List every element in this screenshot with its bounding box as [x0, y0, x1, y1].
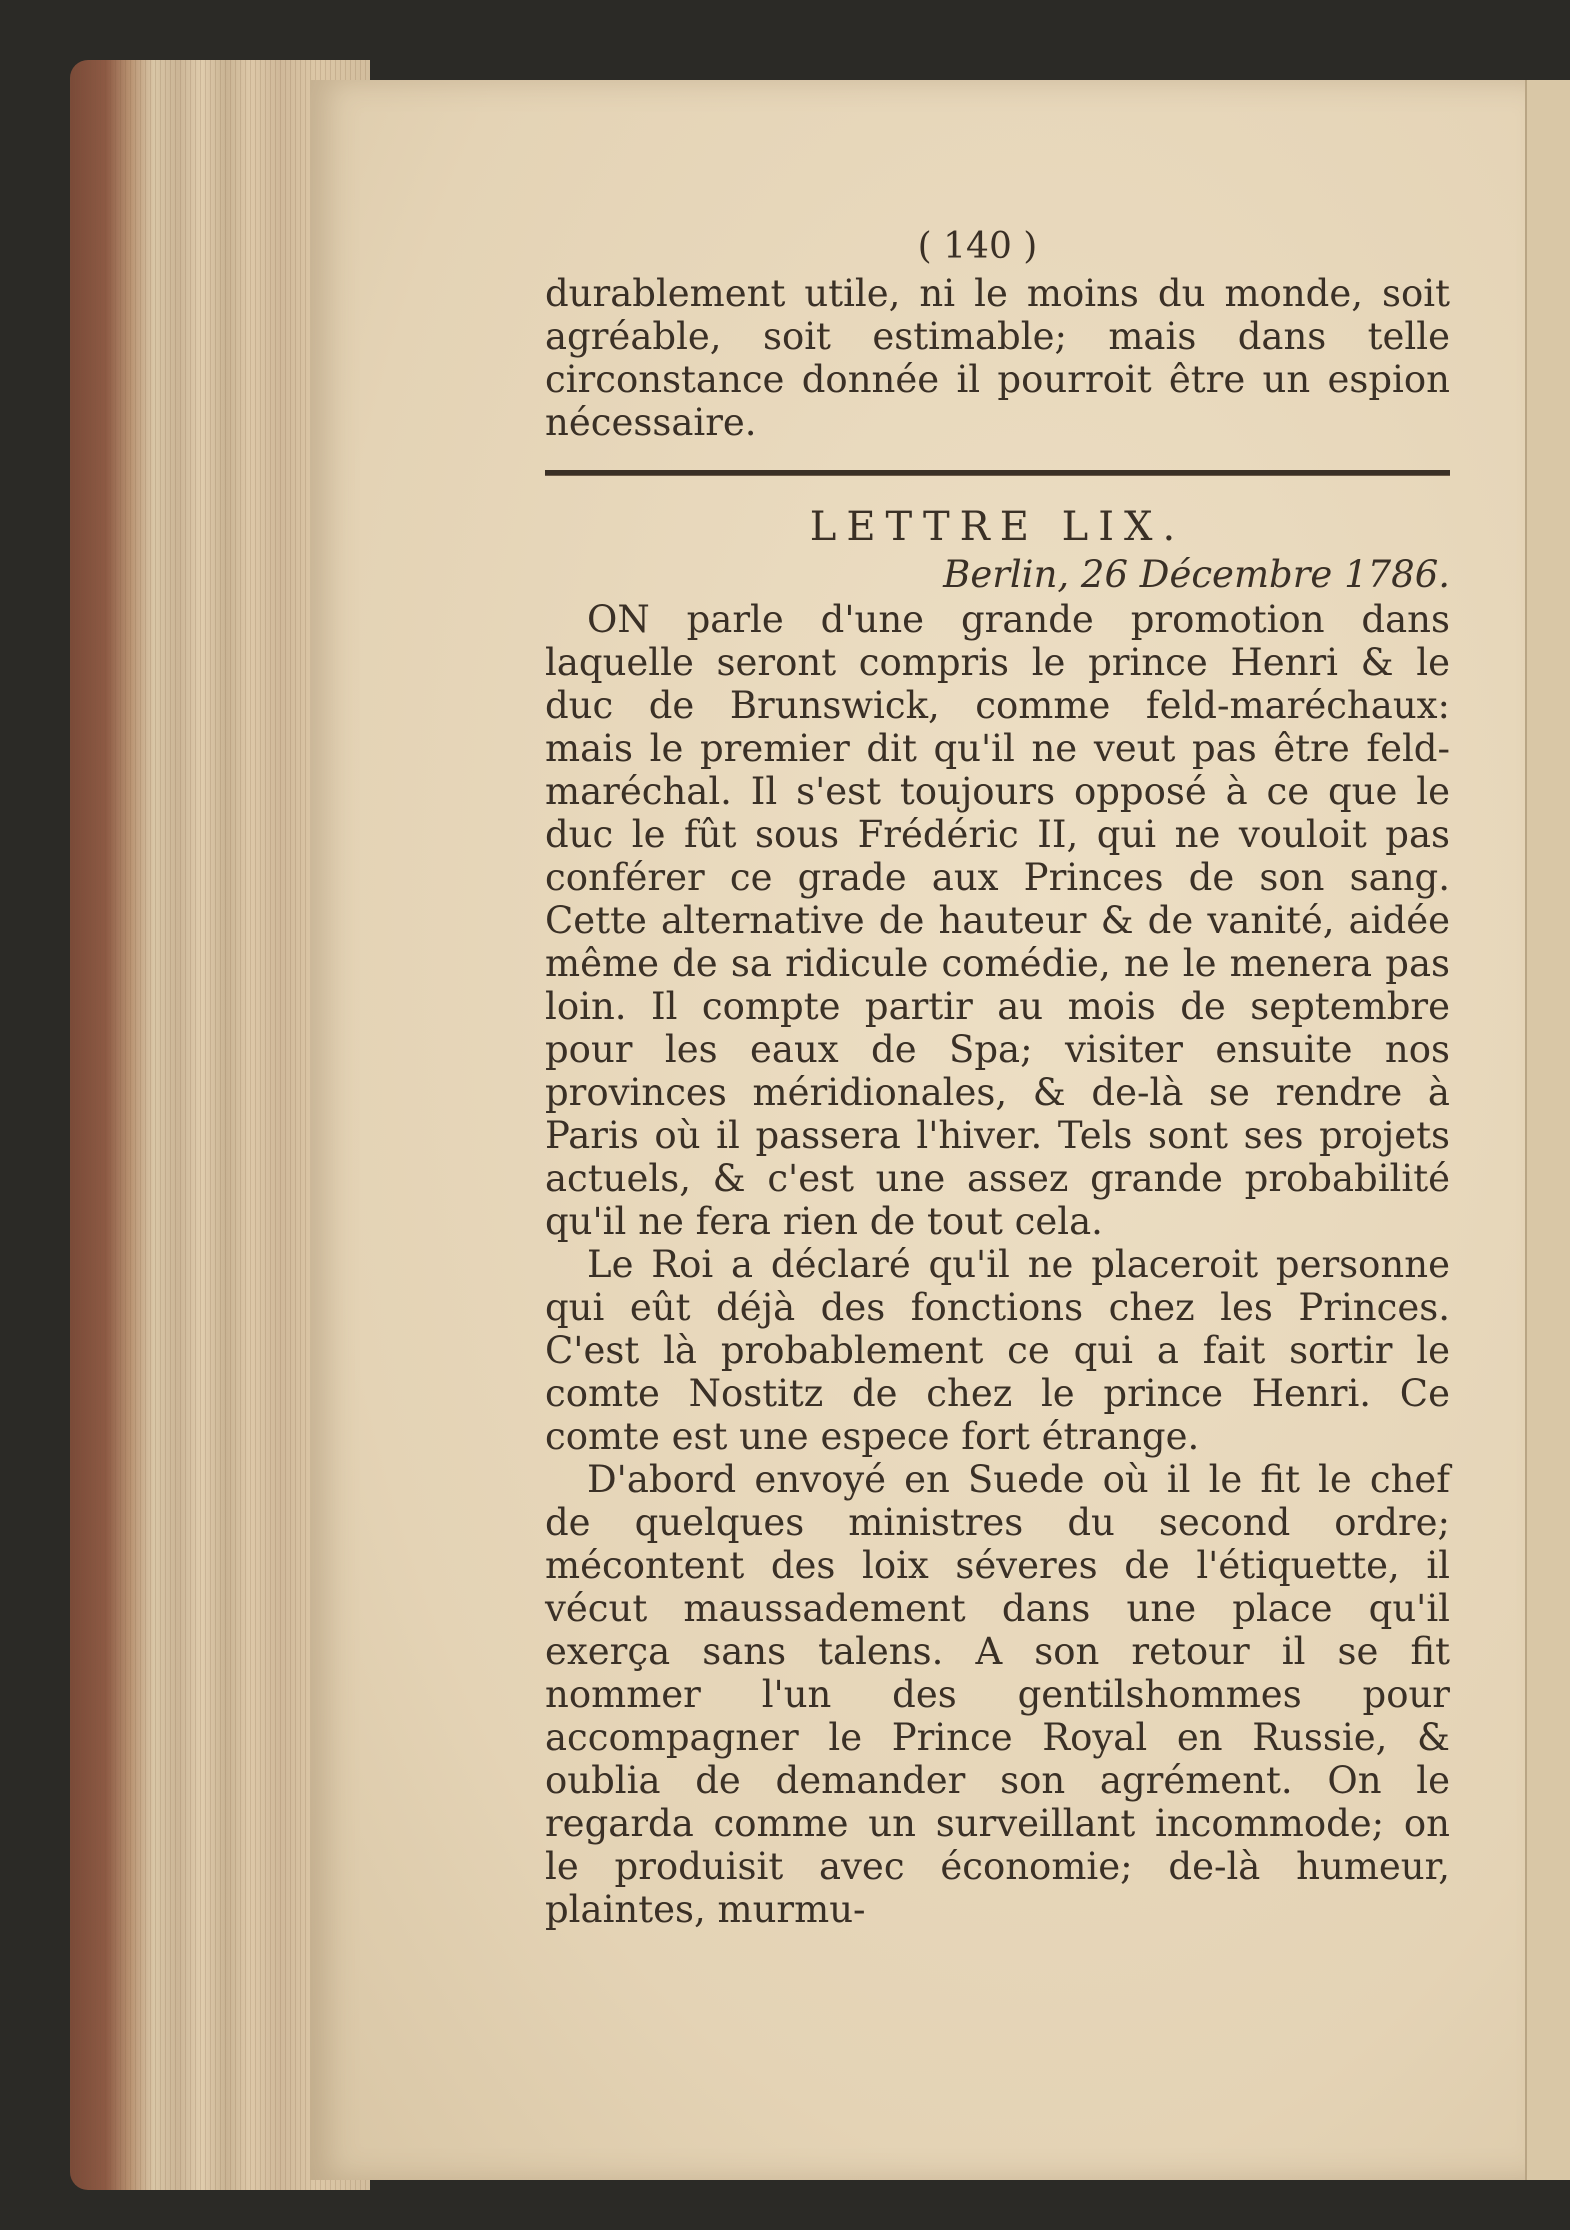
- facing-page-edge: [1525, 80, 1570, 2180]
- page-number: ( 140 ): [917, 226, 1038, 267]
- page-text-block: [545, 225, 1450, 1931]
- letter-dateline: Berlin, 26 Décembre 1786.: [943, 553, 1450, 596]
- letter-heading: LETTRE LIX.: [809, 504, 1186, 550]
- paragraph: ON parle d'une grande promotion dans laquelle seront compris le prince Henri & le duc de Brunswick, comme feld-maréchaux: mais le premier dit qu'il ne veut pas être feld-maréchal. Il s'est toujours opposé à ce que le duc le fût sous Frédéric II, qui ne vouloit pas conférer ce grade aux Princes de son sang. Cette alternative de hauteur & de vanité, aidée même de sa ridicule comédie, ne le menera pas loin. Il compte partir au mois de septembre pour les eaux de Spa; visiter ensuite nos provinces méridionales, & de-là se rendre à Paris où il passera l'hiver. Tels sont ses projets actuels, & c'est une assez grande probabilité qu'il ne fera rien de tout cela.: [545, 598, 1450, 1243]
- section-divider: [545, 470, 1450, 476]
- paragraph: Le Roi a déclaré qu'il ne placeroit personne qui eût déjà des fonctions chez les Princes. C'est là probablement ce qui a fait sortir le comte Nostitz de chez le prince Henri. Ce comte est une espece fort étrange.: [545, 1243, 1450, 1458]
- continuation-paragraph: durablement utile, ni le moins du monde, soit agréable, soit estimable; mais dans telle circonstance donnée il pourroit être un espion nécessaire.: [545, 272, 1450, 444]
- paragraph: D'abord envoyé en Suede où il le fit le chef de quelques ministres du second ordre; mécontent des loix séveres de l'étiquette, il vécut maussadement dans une place qu'il exerça sans talens. A son retour il se fit nommer l'un des gentilshommes pour accompagner le Prince Royal en Russie, & oublia de demander son agrément. On le regarda comme un surveillant incommode; on le produisit avec économie; de-là humeur, plaintes, murmu-: [545, 1458, 1450, 1931]
